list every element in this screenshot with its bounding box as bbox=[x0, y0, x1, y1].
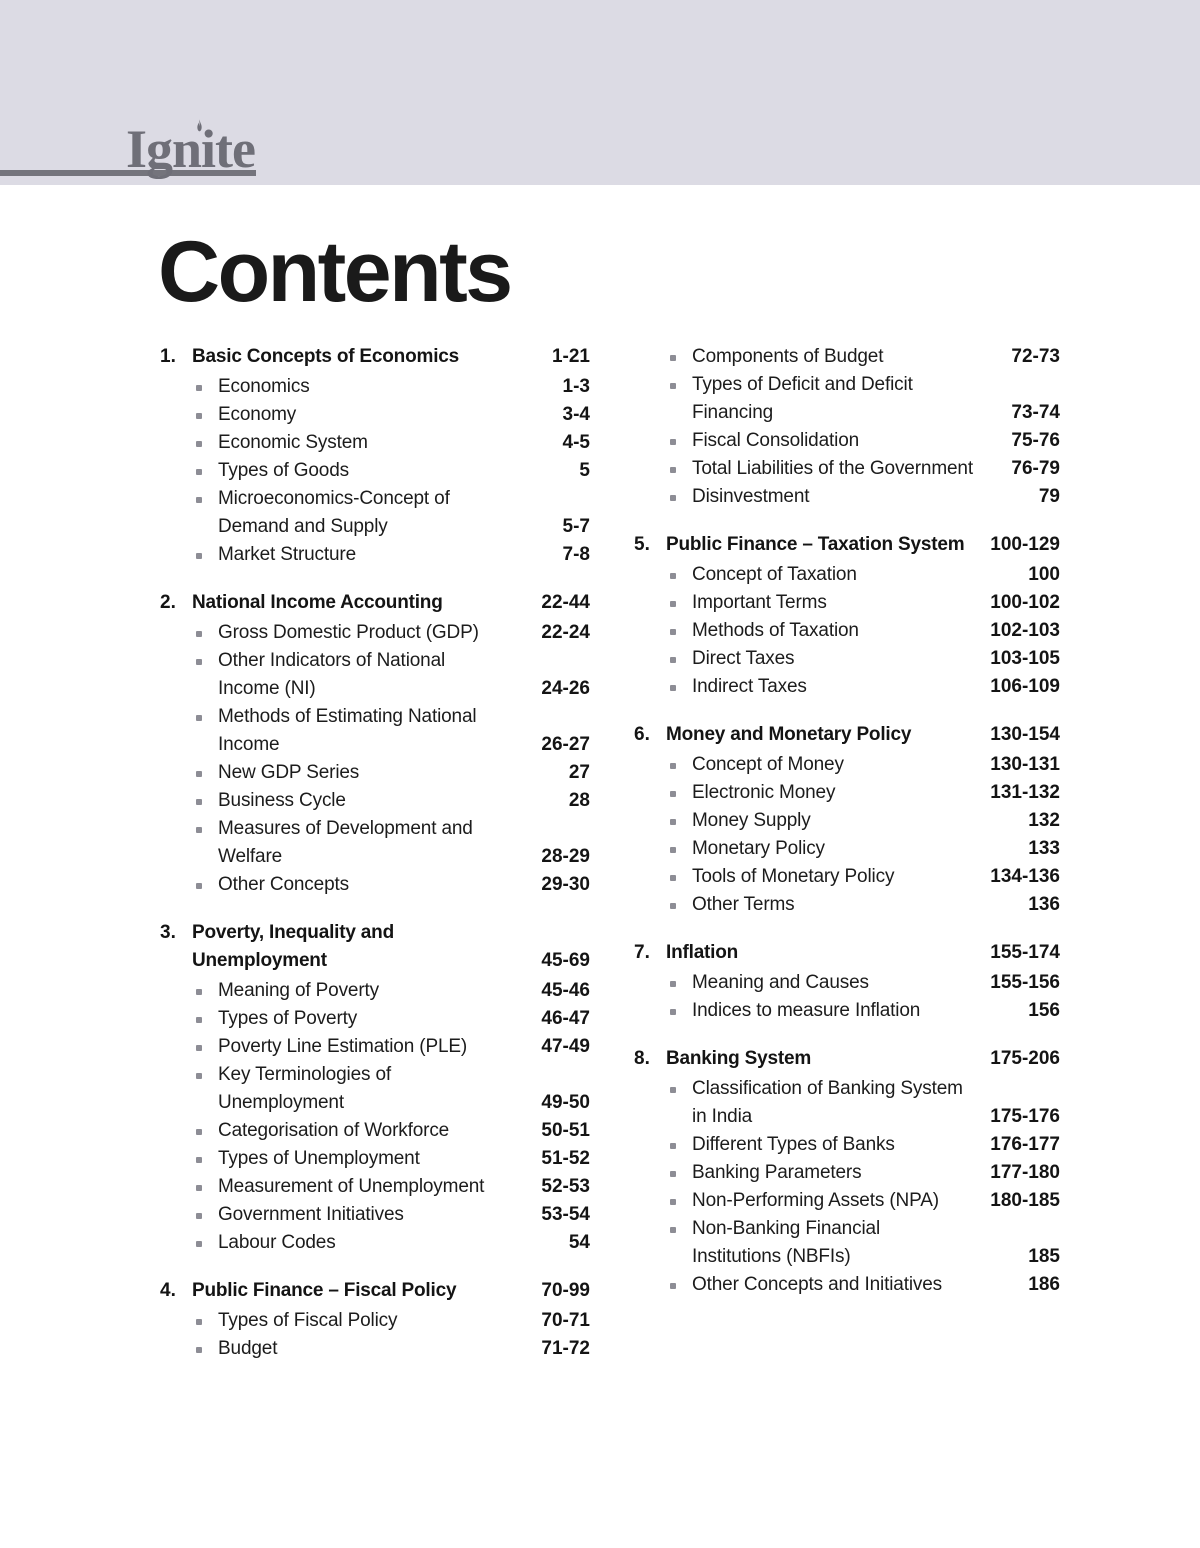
toc-entry-pages: 186 bbox=[1028, 1274, 1060, 1295]
toc-chapter-title: Banking System bbox=[666, 1048, 812, 1069]
toc-entry-label: Microeconomics-Concept of Demand and Supply bbox=[218, 488, 450, 537]
bullet-icon bbox=[670, 791, 676, 797]
toc-entry[interactable] bbox=[196, 787, 590, 815]
toc-chapter-number: 1. bbox=[160, 346, 176, 367]
toc-entry-pages: 75-76 bbox=[1011, 430, 1060, 451]
bullet-icon bbox=[670, 495, 676, 501]
toc-entry[interactable] bbox=[670, 561, 1060, 589]
toc-entry[interactable] bbox=[196, 1335, 590, 1363]
toc-entry-pages: 185 bbox=[1028, 1246, 1060, 1267]
toc-chapter bbox=[160, 1277, 590, 1363]
bullet-icon bbox=[196, 497, 202, 503]
toc-entry-label: Labour Codes bbox=[218, 1232, 336, 1253]
bullet-icon bbox=[196, 1213, 202, 1219]
toc-chapter-pages: 175-206 bbox=[990, 1048, 1060, 1069]
toc-entry[interactable] bbox=[670, 835, 1060, 863]
toc-chapter-title: Basic Concepts of Economics bbox=[192, 346, 460, 367]
toc-entry[interactable] bbox=[670, 1215, 1060, 1271]
toc-chapter-heading[interactable] bbox=[634, 939, 1060, 967]
toc-entry[interactable] bbox=[196, 373, 590, 401]
toc-entry-label: Economics bbox=[218, 376, 310, 397]
toc-chapter bbox=[634, 721, 1060, 919]
bullet-icon bbox=[196, 631, 202, 637]
toc-entry[interactable] bbox=[670, 969, 1060, 997]
toc-chapter bbox=[634, 1045, 1060, 1299]
toc-entry[interactable] bbox=[196, 815, 590, 871]
bullet-icon bbox=[196, 1157, 202, 1163]
toc-entry-label: Economy bbox=[218, 404, 297, 425]
toc-entry-pages: 52-53 bbox=[541, 1176, 590, 1197]
toc-entry[interactable] bbox=[196, 1229, 590, 1257]
toc-entry-pages: 51-52 bbox=[541, 1148, 590, 1169]
bullet-icon bbox=[670, 685, 676, 691]
bullet-icon bbox=[670, 629, 676, 635]
toc-entry-label: Money Supply bbox=[692, 810, 811, 831]
toc-entry-label: Methods of Taxation bbox=[692, 620, 859, 641]
toc-chapter bbox=[160, 919, 590, 1257]
toc-entry-label: Non-Banking Financial Institutions (NBFIs) bbox=[692, 1218, 881, 1267]
bullet-icon bbox=[196, 715, 202, 721]
bullet-icon bbox=[670, 903, 676, 909]
bullet-icon bbox=[670, 355, 676, 361]
bullet-icon bbox=[196, 441, 202, 447]
toc-entry-label: Tools of Monetary Policy bbox=[692, 866, 895, 887]
toc-entry-pages: 156 bbox=[1028, 1000, 1060, 1021]
bullet-icon bbox=[670, 1171, 676, 1177]
toc-entry[interactable] bbox=[670, 371, 1060, 427]
bullet-icon bbox=[196, 1185, 202, 1191]
bullet-icon bbox=[670, 1283, 676, 1289]
bullet-icon bbox=[196, 989, 202, 995]
toc-entry-pages: 73-74 bbox=[1011, 402, 1060, 423]
toc-entry-pages: 54 bbox=[568, 1232, 590, 1253]
toc-column-left bbox=[160, 343, 590, 1363]
toc-entry-pages: 100 bbox=[1028, 564, 1060, 585]
toc-entry[interactable] bbox=[196, 1307, 590, 1335]
toc-entry-pages: 102-103 bbox=[990, 620, 1060, 641]
toc-entry[interactable] bbox=[196, 1005, 590, 1033]
toc-entry[interactable] bbox=[670, 343, 1060, 371]
toc-entry[interactable] bbox=[196, 1117, 590, 1145]
toc-entry[interactable] bbox=[670, 779, 1060, 807]
toc-entry-pages: 177-180 bbox=[990, 1162, 1060, 1183]
toc-entry-pages: 49-50 bbox=[541, 1092, 590, 1113]
toc-entry[interactable] bbox=[670, 1131, 1060, 1159]
toc-entry[interactable] bbox=[670, 807, 1060, 835]
toc-entry-label: Components of Budget bbox=[692, 346, 884, 367]
toc-entry-pages: 175-176 bbox=[990, 1106, 1060, 1127]
toc-entry[interactable] bbox=[196, 457, 590, 485]
bullet-icon bbox=[670, 383, 676, 389]
toc-entry[interactable] bbox=[196, 1201, 590, 1229]
toc-entry-pages: 47-49 bbox=[541, 1036, 590, 1057]
toc-entry-pages: 50-51 bbox=[541, 1120, 590, 1141]
toc-chapter-number: 5. bbox=[634, 534, 650, 555]
toc-entry[interactable] bbox=[196, 1061, 590, 1117]
toc-entry-pages: 134-136 bbox=[990, 866, 1060, 887]
bullet-icon bbox=[670, 763, 676, 769]
toc-entry-label: Budget bbox=[218, 1338, 278, 1359]
bullet-icon bbox=[196, 771, 202, 777]
toc-entry-pages: 103-105 bbox=[990, 648, 1060, 669]
ignite-logo bbox=[126, 119, 255, 179]
toc-chapter-heading[interactable] bbox=[634, 1045, 1060, 1073]
toc-entry[interactable] bbox=[670, 645, 1060, 673]
bullet-icon bbox=[196, 385, 202, 391]
toc-entry-pages: 45-46 bbox=[541, 980, 590, 1001]
toc-entry-pages: 76-79 bbox=[1011, 458, 1060, 479]
toc-entry-label: Concept of Taxation bbox=[692, 564, 857, 585]
page-header-band bbox=[0, 0, 1200, 185]
toc-entry-label: Meaning and Causes bbox=[692, 972, 869, 993]
bullet-icon bbox=[196, 1347, 202, 1353]
toc-entry[interactable] bbox=[670, 617, 1060, 645]
toc-chapter-pages: 100-129 bbox=[990, 534, 1060, 555]
toc-entry-label: Types of Goods bbox=[218, 460, 349, 481]
toc-chapter-pages: 22-44 bbox=[541, 592, 590, 613]
toc-chapter-heading[interactable] bbox=[160, 1277, 590, 1305]
toc-entry-label: Disinvestment bbox=[692, 486, 810, 507]
toc-entry-label: Other Terms bbox=[692, 894, 795, 915]
toc-chapter-title: National Income Accounting bbox=[192, 592, 443, 613]
toc-entry-pages: 100-102 bbox=[990, 592, 1060, 613]
toc-entry[interactable] bbox=[670, 751, 1060, 779]
page-title: Contents bbox=[158, 224, 511, 320]
toc-entry-pages: 106-109 bbox=[990, 676, 1060, 697]
bullet-icon bbox=[670, 1199, 676, 1205]
toc-entry-pages: 27 bbox=[568, 762, 590, 783]
toc-entry[interactable] bbox=[196, 703, 590, 759]
toc-entry-label: Electronic Money bbox=[692, 782, 836, 803]
toc-entry-pages: 176-177 bbox=[990, 1134, 1060, 1155]
toc-entry-label: Concept of Money bbox=[692, 754, 844, 775]
toc-entry-pages: 79 bbox=[1038, 486, 1060, 507]
toc-entry-pages: 28-29 bbox=[541, 846, 590, 867]
toc-entry-pages: 26-27 bbox=[541, 734, 590, 755]
toc-entry-pages: 70-71 bbox=[541, 1310, 590, 1331]
toc-entry-label: Market Structure bbox=[218, 544, 357, 565]
bullet-icon bbox=[670, 657, 676, 663]
toc-entry-label: Types of Fiscal Policy bbox=[218, 1310, 398, 1331]
bullet-icon bbox=[196, 1319, 202, 1325]
toc-chapter-number: 7. bbox=[634, 942, 650, 963]
toc-chapter-pages: 70-99 bbox=[541, 1280, 590, 1301]
toc-entry[interactable] bbox=[670, 483, 1060, 511]
toc-entry-label: Indices to measure Inflation bbox=[692, 1000, 921, 1021]
toc-entry[interactable] bbox=[670, 1159, 1060, 1187]
toc-chapter-title: Inflation bbox=[666, 942, 739, 963]
toc-entry[interactable] bbox=[670, 427, 1060, 455]
toc-entry[interactable] bbox=[670, 673, 1060, 701]
toc-entry-pages: 71-72 bbox=[541, 1338, 590, 1359]
toc-chapter-title: Money and Monetary Policy bbox=[666, 724, 912, 745]
toc-entry-pages: 133 bbox=[1028, 838, 1060, 859]
toc-entry-label: Government Initiatives bbox=[218, 1204, 404, 1225]
bullet-icon bbox=[196, 1073, 202, 1079]
bullet-icon bbox=[670, 1087, 676, 1093]
toc-entry[interactable] bbox=[196, 429, 590, 457]
toc-chapter bbox=[634, 531, 1060, 701]
bullet-icon bbox=[670, 847, 676, 853]
bullet-icon bbox=[196, 827, 202, 833]
toc-entry-label: Classification of Banking System in India bbox=[692, 1078, 963, 1127]
bullet-icon bbox=[196, 883, 202, 889]
toc-entry[interactable] bbox=[196, 485, 590, 541]
toc-chapter-heading[interactable] bbox=[634, 531, 1060, 559]
bullet-icon bbox=[670, 1143, 676, 1149]
toc-entry[interactable] bbox=[670, 997, 1060, 1025]
toc-chapter-heading[interactable] bbox=[160, 919, 590, 975]
bullet-icon bbox=[196, 1241, 202, 1247]
toc-chapter-number: 8. bbox=[634, 1048, 650, 1069]
toc-entry-label: Measures of Development and Welfare bbox=[218, 818, 473, 867]
toc-continued-entries bbox=[634, 343, 1060, 511]
toc-entry[interactable] bbox=[196, 871, 590, 899]
toc-entry-label: Types of Unemployment bbox=[218, 1148, 420, 1169]
toc-entry[interactable] bbox=[196, 1033, 590, 1061]
toc-entry[interactable] bbox=[670, 1075, 1060, 1131]
toc-entry-pages: 155-156 bbox=[990, 972, 1060, 993]
toc-entry-pages: 7-8 bbox=[562, 544, 590, 565]
bullet-icon bbox=[196, 1045, 202, 1051]
toc-chapter-pages: 155-174 bbox=[990, 942, 1060, 963]
toc-entry-pages: 46-47 bbox=[541, 1008, 590, 1029]
toc-entry-label: Types of Deficit and Deficit Financing bbox=[692, 374, 913, 423]
toc-entry-label: Fiscal Consolidation bbox=[692, 430, 860, 451]
toc-entry[interactable] bbox=[196, 619, 590, 647]
toc-entry-label: Other Concepts and Initiatives bbox=[692, 1274, 943, 1295]
toc-entry-pages: 29-30 bbox=[541, 874, 590, 895]
toc-chapter bbox=[160, 343, 590, 569]
toc-entry-label: Poverty Line Estimation (PLE) bbox=[218, 1036, 468, 1057]
toc-entry-pages: 132 bbox=[1028, 810, 1060, 831]
bullet-icon bbox=[196, 1017, 202, 1023]
bullet-icon bbox=[196, 799, 202, 805]
toc-entry[interactable] bbox=[670, 891, 1060, 919]
toc-entry[interactable] bbox=[670, 1187, 1060, 1215]
toc-entry-pages: 130-131 bbox=[990, 754, 1060, 775]
toc-chapter-number: 6. bbox=[634, 724, 650, 745]
toc-entry-label: Total Liabilities of the Government bbox=[692, 458, 973, 479]
toc-chapter-pages: 45-69 bbox=[541, 950, 590, 971]
toc-entry[interactable] bbox=[196, 647, 590, 703]
toc-entry-pages: 5-7 bbox=[562, 516, 590, 537]
toc-entry-label: New GDP Series bbox=[218, 762, 360, 783]
toc-entry-label: Key Terminologies of Unemployment bbox=[218, 1064, 392, 1113]
toc-entry[interactable] bbox=[196, 1173, 590, 1201]
bullet-icon bbox=[670, 601, 676, 607]
toc-chapter-title: Poverty, Inequality and Unemployment bbox=[192, 922, 394, 971]
toc-chapter-number: 3. bbox=[160, 922, 176, 943]
toc-entry-label: Gross Domestic Product (GDP) bbox=[218, 622, 479, 643]
toc-entry[interactable] bbox=[196, 977, 590, 1005]
toc-entry-label: Non-Performing Assets (NPA) bbox=[692, 1190, 939, 1211]
toc-entry-pages: 1-3 bbox=[562, 376, 590, 397]
toc-entry-label: Methods of Estimating National Income bbox=[218, 706, 477, 755]
toc-entry[interactable] bbox=[196, 1145, 590, 1173]
toc-entry-pages: 131-132 bbox=[990, 782, 1060, 803]
toc-entry[interactable] bbox=[196, 759, 590, 787]
toc-chapter bbox=[160, 589, 590, 899]
toc-chapter-heading[interactable] bbox=[160, 589, 590, 617]
toc-chapter-pages: 1-21 bbox=[551, 346, 590, 367]
bullet-icon bbox=[196, 469, 202, 475]
bullet-icon bbox=[670, 467, 676, 473]
toc-chapter-pages: 130-154 bbox=[990, 724, 1060, 745]
bullet-icon bbox=[196, 553, 202, 559]
bullet-icon bbox=[196, 1129, 202, 1135]
toc-entry-label: Categorisation of Workforce bbox=[218, 1120, 450, 1141]
bullet-icon bbox=[670, 1227, 676, 1233]
toc-entry-pages: 136 bbox=[1028, 894, 1060, 915]
toc-chapter-title: Public Finance – Taxation System bbox=[666, 534, 965, 555]
bullet-icon bbox=[670, 439, 676, 445]
bullet-icon bbox=[196, 659, 202, 665]
toc-entry-label: Monetary Policy bbox=[692, 838, 825, 859]
toc-entry-label: Banking Parameters bbox=[692, 1162, 862, 1183]
toc-chapter-title: Public Finance – Fiscal Policy bbox=[192, 1280, 457, 1301]
toc-entry-label: Measurement of Unemployment bbox=[218, 1176, 485, 1197]
toc-entry[interactable] bbox=[670, 589, 1060, 617]
toc-entry-label: Types of Poverty bbox=[218, 1008, 358, 1029]
bullet-icon bbox=[670, 981, 676, 987]
toc-chapter-number: 2. bbox=[160, 592, 176, 613]
toc-entry-label: Other Indicators of National Income (NI) bbox=[218, 650, 446, 699]
toc-entry-pages: 3-4 bbox=[562, 404, 590, 425]
toc-entry-pages: 4-5 bbox=[562, 432, 590, 453]
toc-entry-pages: 5 bbox=[579, 460, 590, 481]
ignite-logo-text: Ignite bbox=[126, 119, 255, 179]
toc-entry-label: Economic System bbox=[218, 432, 368, 453]
toc-entry-label: Other Concepts bbox=[218, 874, 349, 895]
toc-entry-label: Different Types of Banks bbox=[692, 1134, 895, 1155]
toc-entry-pages: 53-54 bbox=[541, 1204, 590, 1225]
toc-entry-pages: 22-24 bbox=[541, 622, 590, 643]
toc-entry-pages: 72-73 bbox=[1011, 346, 1060, 367]
toc-entry[interactable] bbox=[670, 1271, 1060, 1299]
bullet-icon bbox=[670, 875, 676, 881]
toc-entry[interactable] bbox=[670, 455, 1060, 483]
flame-icon bbox=[195, 119, 204, 136]
bullet-icon bbox=[670, 819, 676, 825]
toc-chapter bbox=[634, 939, 1060, 1025]
toc-chapter-heading[interactable] bbox=[160, 343, 590, 371]
toc-entry-label: Important Terms bbox=[692, 592, 827, 613]
toc-entry[interactable] bbox=[670, 863, 1060, 891]
toc-entry-pages: 24-26 bbox=[541, 678, 590, 699]
toc-chapter-heading[interactable] bbox=[634, 721, 1060, 749]
toc-column-right bbox=[634, 343, 1060, 1299]
bullet-icon bbox=[196, 413, 202, 419]
toc-chapter-number: 4. bbox=[160, 1280, 176, 1301]
toc-entry-label: Meaning of Poverty bbox=[218, 980, 379, 1001]
toc-entry[interactable] bbox=[196, 541, 590, 569]
toc-entry-label: Direct Taxes bbox=[692, 648, 795, 669]
toc-entry-label: Business Cycle bbox=[218, 790, 346, 811]
bullet-icon bbox=[670, 573, 676, 579]
toc-entry-label: Indirect Taxes bbox=[692, 676, 807, 697]
bullet-icon bbox=[670, 1009, 676, 1015]
toc-entry[interactable] bbox=[196, 401, 590, 429]
toc-entry-pages: 28 bbox=[568, 790, 590, 811]
toc-entry-pages: 180-185 bbox=[990, 1190, 1060, 1211]
